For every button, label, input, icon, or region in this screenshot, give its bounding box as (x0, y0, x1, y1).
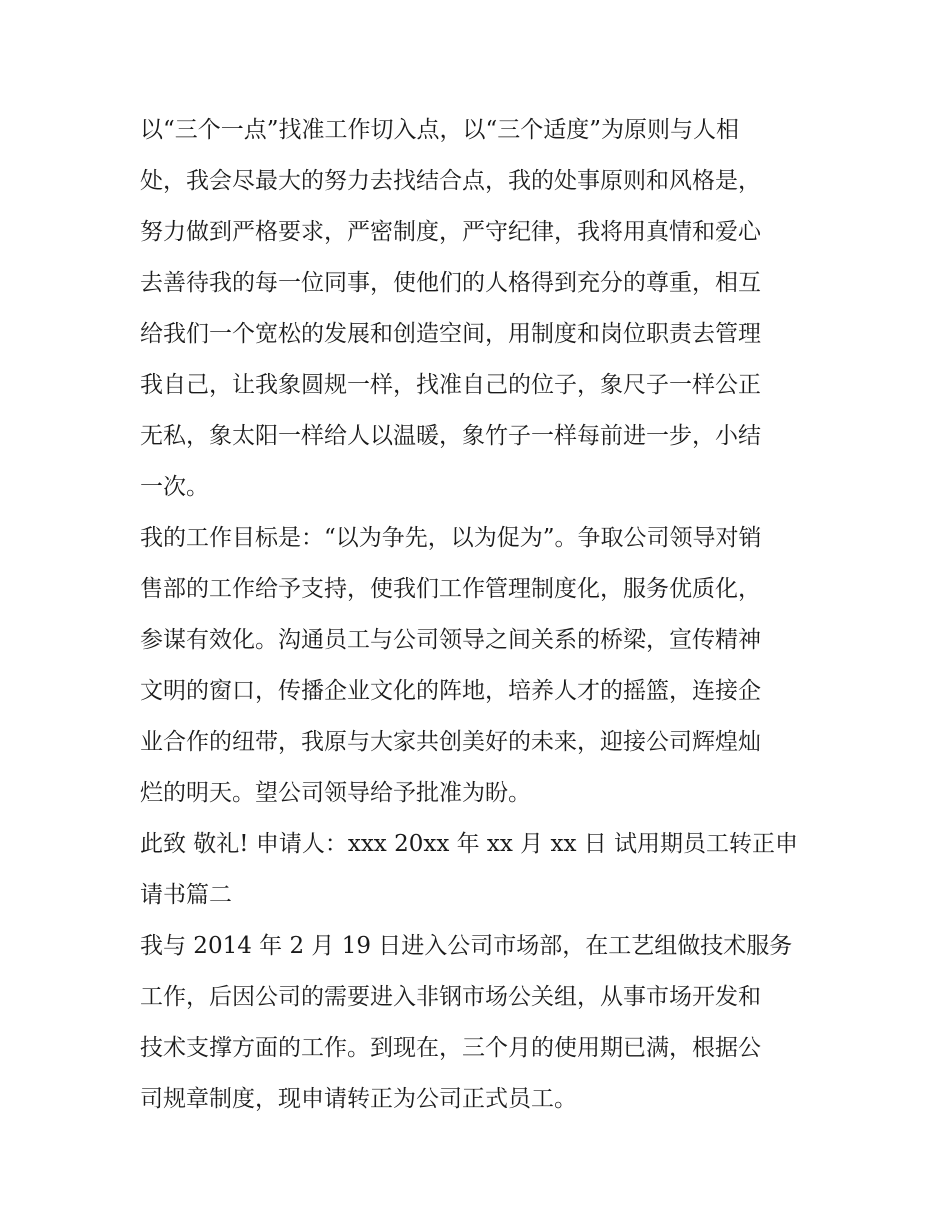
text-line: 以“三个一点”找准工作切入点，以“三个适度”为原则与人相 (140, 117, 740, 143)
text-line: 给我们一个宽松的发展和创造空间，用制度和岗位职责去管理 (140, 321, 761, 347)
text-line: 司规章制度，现申请转正为公司正式员工。 (140, 1086, 577, 1112)
text-line: 工作，后因公司的需要进入非钢市场公关组，从事市场开发和 (140, 984, 761, 1010)
text-line: 一次。 (140, 474, 209, 500)
text-line: 努力做到严格要求，严密制度，严守纪律，我将用真情和爱心 (140, 219, 761, 245)
text-line: 处，我会尽最大的努力去找结合点，我的处事原则和风格是， (140, 168, 761, 194)
text-line: 文明的窗口，传播企业文化的阵地，培养人才的摇篮，连接企 (140, 678, 761, 704)
text-line: 我自己，让我象圆规一样，找准自己的位子，象尺子一样公正 (140, 372, 761, 398)
text-line: 请书篇二 (140, 882, 232, 908)
text-line: 烂的明天。望公司领导给予批准为盼。 (140, 780, 531, 806)
text-line: 无私，象太阳一样给人以温暖，象竹子一样每前进一步，小结 (140, 423, 761, 449)
text-line: 我的工作目标是：“以为争先，以为促为”。争取公司领导对销 (140, 525, 762, 551)
text-line: 参谋有效化。沟通员工与公司领导之间关系的桥梁，宣传精神 (140, 627, 761, 653)
document-body (140, 105, 820, 1125)
text-line: 售部的工作给予支持，使我们工作管理制度化，服务优质化， (140, 576, 761, 602)
text-line: 技术支撑方面的工作。到现在，三个月的使用期已满，根据公 (140, 1035, 761, 1061)
text-line: 我与 2014 年 2 月 19 日进入公司市场部，在工艺组做技术服务 (140, 933, 793, 959)
text-line: 去善待我的每一位同事，使他们的人格得到充分的尊重，相互 (140, 270, 761, 296)
text-line: 此致 敬礼! 申请人：xxx 20xx 年 xx 月 xx 日 试用期员工转正申 (140, 831, 799, 857)
text-line: 业合作的纽带，我原与大家共创美好的未来，迎接公司辉煌灿 (140, 729, 761, 755)
